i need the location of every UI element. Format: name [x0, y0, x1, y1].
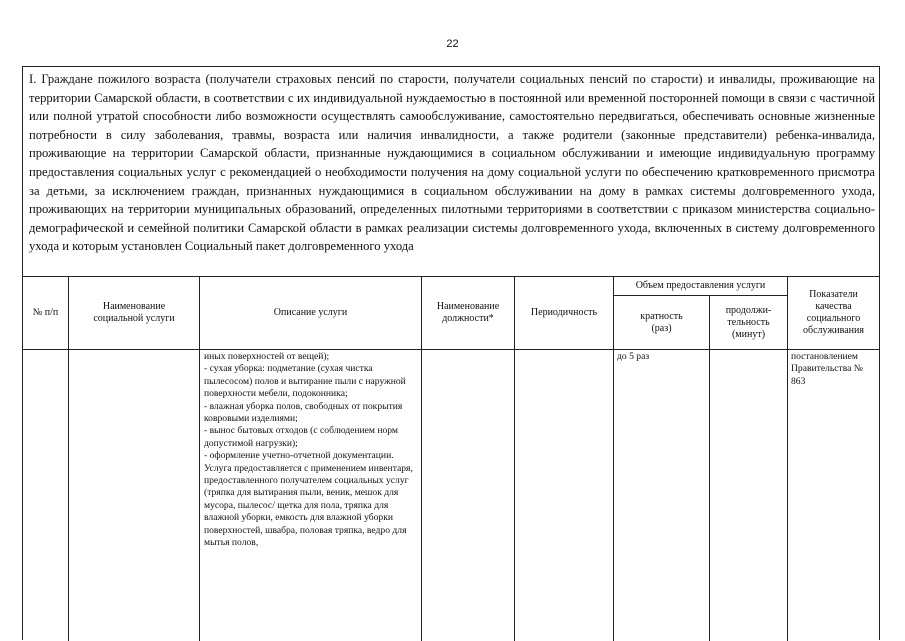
header-service-name: Наименование социальной услуги	[93, 301, 175, 324]
header-description: Описание услуги	[273, 307, 348, 318]
header-bottom-border	[23, 349, 879, 350]
row-frequency: до 5 раз	[617, 351, 650, 362]
header-num: № п/п	[32, 307, 59, 318]
services-table	[22, 66, 880, 640]
header-periodicity: Периодичность	[530, 307, 598, 318]
header-position: Наименование должности*	[436, 301, 500, 324]
category-description: I. Граждане пожилого возраста (получатели страховых пенсий по старости, получатели социальных пенсий по старости) и инвалиды, проживающие на территории Самарской области, в соответствии с их индивидуальной нуждаемостью в постоянной или временной посторонней помощи в связи с частичной или полной утратой способности либо возможности осуществлять самообслуживание, самостоятельно передвигаться, обеспечивать основные жизненные потребности в силу заболевания, травмы, возраста или наличия инвалидности, а также родители (законные представители) ребенка-инвалида, проживающие на территории Самарской области, признанные нуждающимися в социальном обслуживании и имеющие индивидуальную программу предоставления социальных услуг с рекомендацией о необходимости получения на дому социальной услуги по обеспечению кратковременного присмотра за детьми, за исключением граждан, признанных нуждающимися в социальном обслуживании на дому в рамках системы долговременного ухода, проживающих на территории муниципальных образований, определенных пилотными территориями в соответствии с приказом министерства социально-демографической и семейной политики Самарской области в рамках реализации системы долговременного ухода, включенных в систему долговременного ухода и которым установлен Социальный пакет долговременного ухода	[23, 67, 879, 277]
page-number: 22	[446, 38, 459, 50]
header-duration: продолжи-тельность (минут)	[725, 304, 772, 340]
row-description: иных поверхностей от вещей); - сухая уборка: подметание (сухая чистка пылесосом) полов и вытирание пыли с наружной поверхности мебели, подоконника; - влажная уборка полов, свободных от покрытия ковровыми изделиями; - вынос бытовых отходов (с соблюдением норм допустимой нагрузки); - оформление учетно-отчетной документации. Услуга предоставляется с применением инвентаря, предоставленного получателем социальных услуг (тряпка для вытирания пыли, веник, мешок для мусора, пылесос/ щетка для пола, тряпка для влажной уборки, емкость для влажной уборки поверхностей, швабра, половая тряпка, ведро для мытья полов,	[204, 351, 413, 549]
row-quality: постановлением Правительства № 863	[791, 351, 863, 387]
header-frequency: кратность (раз)	[640, 310, 683, 334]
header-volume: Объем предоставления услуги	[635, 280, 766, 291]
header-quality: Показатели качества социального обслуживания	[803, 289, 864, 336]
